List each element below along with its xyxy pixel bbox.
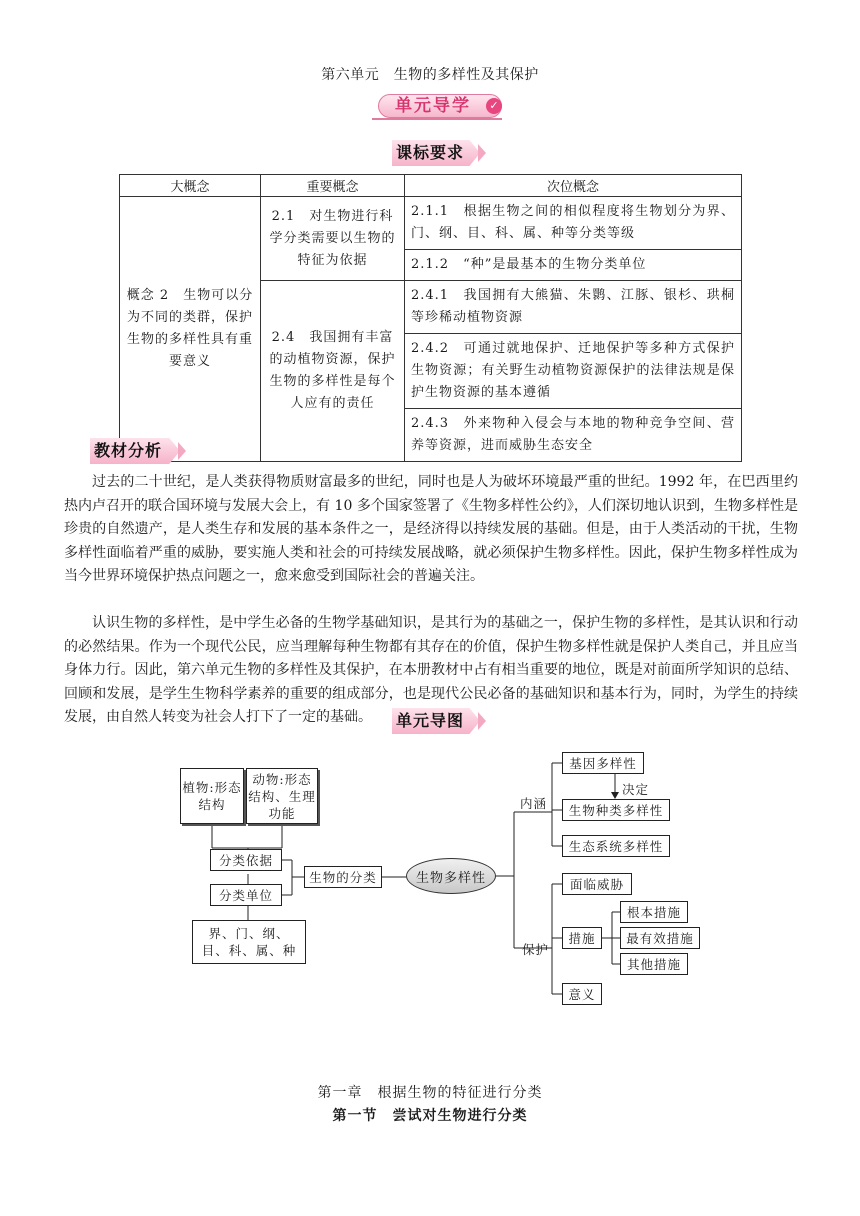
table-header-cell: 大概念 <box>120 175 261 197</box>
map-node-effective: 最有效措施 <box>620 927 700 949</box>
section-tag-label: 教材分析 <box>94 441 163 460</box>
map-node-species: 生物种类多样性 <box>562 799 670 821</box>
sub-concept-cell: 2.4.2 可通过就地保护、迁地保护等多种方式保护生物资源；有关野生动植物资源保护的法律法规是保护生物资源的基本遵循 <box>405 334 742 409</box>
sub-concept-cell: 2.1.1 根据生物之间的相似程度将生物划分为界、门、纲、目、科、属、种等分类等级 <box>405 197 742 250</box>
map-label-determines: 决定 <box>622 782 650 797</box>
sub-concept-cell: 2.4.3 外来物种入侵会与本地的物种竞争空间、营养等资源，进而威胁生态安全 <box>405 409 742 462</box>
down-arrow-icon <box>611 792 619 799</box>
map-node-center: 生物多样性 <box>406 858 496 894</box>
map-node-measures: 措施 <box>562 927 602 949</box>
map-node-ecosystem: 生态系统多样性 <box>562 835 670 857</box>
sub-concept-cell: 2.1.2 “种”是最基本的生物分类单位 <box>405 250 742 281</box>
check-circle-icon: ✓ <box>486 98 502 114</box>
table-header-cell: 重要概念 <box>261 175 405 197</box>
section-tag-label: 单元导图 <box>396 711 465 730</box>
map-label-connotation: 内涵 <box>520 796 548 811</box>
banner-label: 单元导学 <box>395 96 471 116</box>
map-node-meaning: 意义 <box>562 983 602 1005</box>
map-node-fundamental: 根本措施 <box>620 901 688 923</box>
important-concept-cell: 2.4 我国拥有丰富的动植物资源，保护生物的多样性是每个人应有的责任 <box>261 281 405 462</box>
section-tag-label: 课标要求 <box>396 143 465 162</box>
important-concept-cell: 2.1 对生物进行科学分类需要以生物的特征为依据 <box>261 197 405 281</box>
section-title: 第一节 尝试对生物进行分类 <box>332 1108 528 1124</box>
map-node-gene: 基因多样性 <box>562 752 644 774</box>
sub-concept-cell: 2.4.1 我国拥有大熊猫、朱鹮、江豚、银杉、珙桐等珍稀动植物资源 <box>405 281 742 334</box>
analysis-paragraph: 过去的二十世纪，是人类获得物质财富最多的世纪，同时也是人为破坏环境最严重的世纪。1992 年，在巴西里约热内卢召开的联合国环境与发展大会上，有 10 多个国家签署了《生物多样性公约》，人们深切地认识到，生物多样性是珍贵的自然遗产，是人类生存和发展的基本条件之一，是经济得以持续发展的基础。但是，由于人类活动的干扰，生物多样性面临着严重的威胁，要实施人类和社会的可持续发展战略，就必须保护生物多样性。因此，保护生物多样性成为当今世界环境保护热点问题之一，愈来愈受到国际社会的普遍关注。 <box>64 474 798 584</box>
map-node-unit: 分类单位 <box>210 884 282 906</box>
map-node-classification: 生物的分类 <box>304 866 382 888</box>
unit-title: 第六单元 生物的多样性及其保护 <box>321 67 539 83</box>
map-node-animal: 动物:形态结构、生理功能 <box>246 768 318 824</box>
map-node-ranks: 界、门、纲、目、科、属、种 <box>192 920 306 964</box>
chapter-title: 第一章 根据生物的特征进行分类 <box>317 1085 543 1101</box>
map-node-basis: 分类依据 <box>210 849 282 871</box>
map-node-other: 其他措施 <box>620 953 688 975</box>
map-label-protection: 保护 <box>522 942 550 957</box>
map-node-plant: 植物:形态结构 <box>180 768 244 824</box>
map-node-threat: 面临威胁 <box>562 873 632 895</box>
big-concept-cell: 概念 2 生物可以分为不同的类群，保护生物的多样性具有重要意义 <box>120 197 261 462</box>
analysis-paragraph: 认识生物的多样性，是中学生必备的生物学基础知识，是其行为的基础之一，保护生物的多样性，是其认识和行动的必然结果。作为一个现代公民，应当理解每种生物都有其存在的价值，保护生物多样性就是保护人类自己，并且应当身体力行。因此，第六单元生物的多样性及其保护，在本册教材中占有相当重要的地位，既是对前面所学知识的总结、回顾和发展，是学生生物科学素养的重要的组成部分，也是现代公民必备的基础知识和基本行为，同时，为学生的持续发展，由自然人转变为社会人打下了一定的基础。 <box>64 615 798 725</box>
table-header-cell: 次位概念 <box>405 175 742 197</box>
